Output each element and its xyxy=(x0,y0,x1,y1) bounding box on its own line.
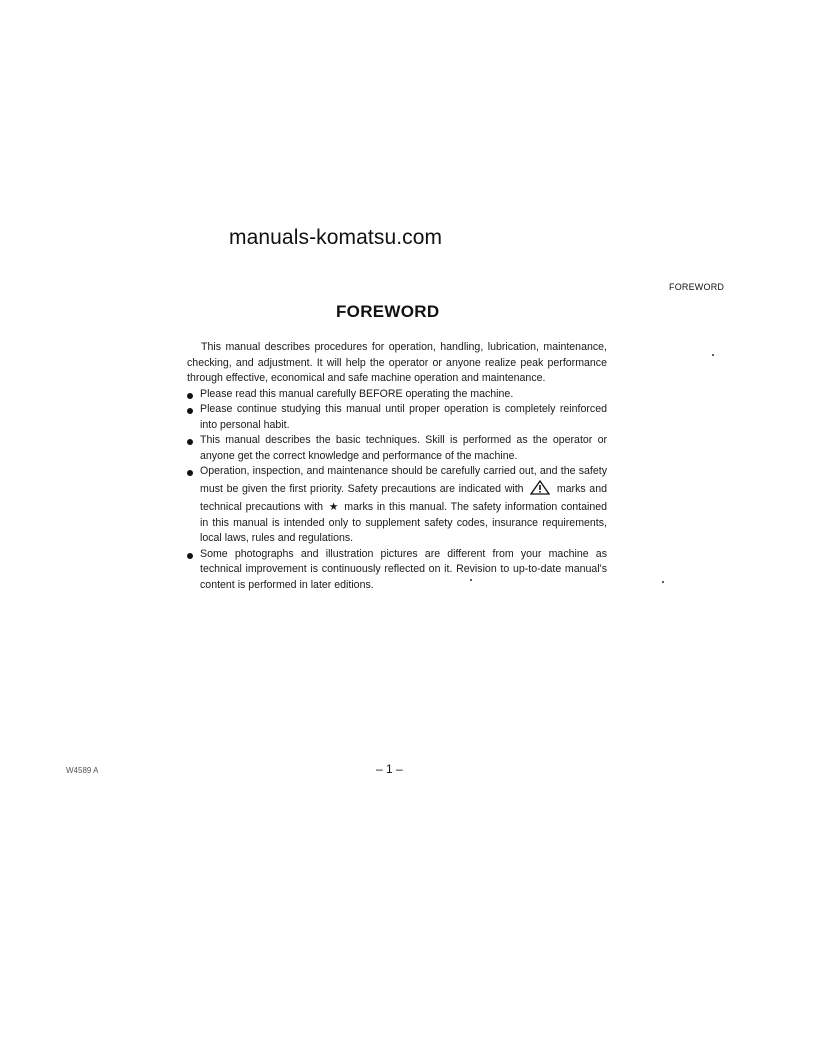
scan-speck xyxy=(712,354,714,356)
list-item xyxy=(187,433,607,464)
bullet-dot-icon xyxy=(187,470,193,476)
bullet-text: This manual describes the basic techniques. Skill is performed as the operator or anyone get the correct knowledge and performance of the machine. xyxy=(200,434,607,462)
page-title: FOREWORD xyxy=(336,302,440,321)
list-item xyxy=(187,464,607,547)
bullet-text-part: Operation, inspection, and maintenance should be carefully carried out, and the safety must be given the first priority. Safety precautions are indicated with xyxy=(200,465,607,495)
intro-paragraph: This manual describes procedures for operation, handling, lubrication, maintenance, checking, and adjustment. It will help the operator or anyone realize peak performance through effective, economical and safe machine operation and maintenance. xyxy=(187,341,607,384)
bullet-text: Please continue studying this manual until proper operation is completely reinforced into personal habit. xyxy=(200,403,607,431)
section-header-label: FOREWORD xyxy=(669,282,725,292)
bullet-dot-icon xyxy=(187,439,193,445)
scan-speck xyxy=(662,581,664,583)
bullet-dot-icon xyxy=(187,393,193,399)
bullet-text-part: marks and technical precautions with xyxy=(200,482,607,513)
bullet-list xyxy=(187,387,607,594)
star-icon: ★ xyxy=(328,501,339,513)
bullet-dot-icon xyxy=(187,408,193,414)
scan-speck xyxy=(470,579,472,581)
bullet-text-part: marks in this manual. The safety information contained in this manual is intended only to supplement safety codes, insurance requirements, local laws, rules and regulations. xyxy=(200,501,607,544)
warning-triangle-icon xyxy=(530,480,550,501)
bullet-text: Please read this manual carefully BEFORE operating the machine. xyxy=(200,387,514,400)
bullet-dot-icon xyxy=(187,553,193,559)
list-item xyxy=(187,547,607,594)
document-code: W4589 A xyxy=(66,766,99,775)
list-item xyxy=(187,387,607,403)
watermark-site-name: manuals-komatsu.com xyxy=(229,226,443,249)
foreword-body xyxy=(187,340,607,593)
page-number: – 1 – xyxy=(376,762,403,776)
list-item xyxy=(187,402,607,433)
bullet-text: Some photographs and illustration pictures are different from your machine as technical improvement is continuously reflected on it. Revision to up-to-date manual's content is performed in later editions. xyxy=(200,547,607,591)
